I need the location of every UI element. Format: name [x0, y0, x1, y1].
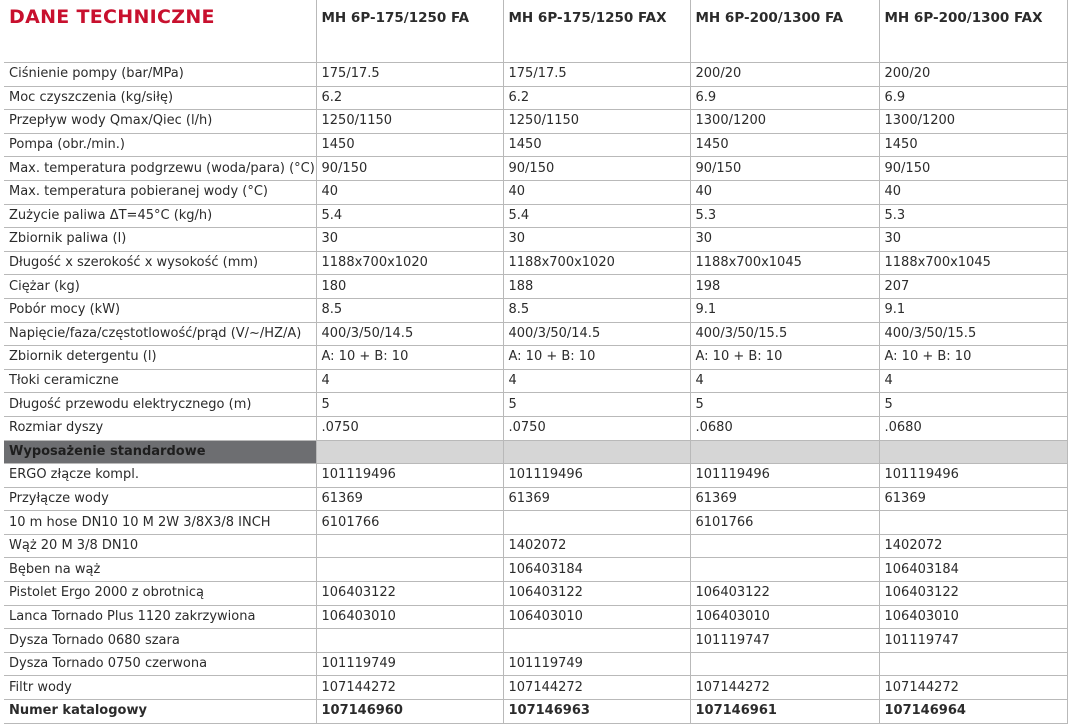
spec-row — [4, 393, 1067, 417]
row-value: 90/150 — [879, 157, 1067, 181]
row-value: 8.5 — [316, 298, 503, 322]
row-value: 5.4 — [316, 204, 503, 228]
equipment-row — [4, 629, 1067, 653]
spec-row — [4, 133, 1067, 157]
row-value: 1188x700x1020 — [503, 251, 690, 275]
section-row — [4, 440, 1067, 464]
row-label: Długość x szerokość x wysokość (mm) — [4, 251, 316, 275]
row-value: 1300/1200 — [690, 110, 879, 134]
row-value: 1250/1150 — [503, 110, 690, 134]
row-value: 101119496 — [316, 464, 503, 488]
catalog-row — [4, 700, 1067, 724]
row-label: Zużycie paliwa ΔT=45°C (kg/h) — [4, 204, 316, 228]
row-value — [316, 558, 503, 582]
row-value: 400/3/50/14.5 — [316, 322, 503, 346]
row-value: 101119496 — [690, 464, 879, 488]
row-value: 106403122 — [316, 582, 503, 606]
row-label: Numer katalogowy — [4, 700, 316, 724]
spec-row — [4, 86, 1067, 110]
row-value — [503, 629, 690, 653]
row-value: 30 — [503, 228, 690, 252]
row-value: 101119747 — [879, 629, 1067, 653]
row-value: 1188x700x1045 — [879, 251, 1067, 275]
row-value: 107144272 — [316, 676, 503, 700]
row-value: 6.9 — [690, 86, 879, 110]
equipment-row — [4, 676, 1067, 700]
row-value: 6101766 — [690, 511, 879, 535]
row-value: 106403122 — [503, 582, 690, 606]
row-value — [879, 652, 1067, 676]
equipment-row — [4, 511, 1067, 535]
row-value: 107144272 — [690, 676, 879, 700]
row-value: 175/17.5 — [316, 63, 503, 87]
header-row — [4, 0, 1067, 63]
spec-row — [4, 298, 1067, 322]
row-value: 9.1 — [690, 298, 879, 322]
row-value: 4 — [690, 369, 879, 393]
row-value: 30 — [879, 228, 1067, 252]
row-value: 4 — [316, 369, 503, 393]
equipment-row — [4, 652, 1067, 676]
row-value: 180 — [316, 275, 503, 299]
row-value: 6.9 — [879, 86, 1067, 110]
row-label: Lanca Tornado Plus 1120 zakrzywiona — [4, 605, 316, 629]
row-label: Ciśnienie pompy (bar/MPa) — [4, 63, 316, 87]
row-value: 198 — [690, 275, 879, 299]
model-header: MH 6P-200/1300 FA — [690, 0, 879, 63]
row-value: 106403010 — [316, 605, 503, 629]
row-value: 107146963 — [503, 700, 690, 724]
row-label: Pompa (obr./min.) — [4, 133, 316, 157]
row-value: 5 — [503, 393, 690, 417]
row-value: 5.3 — [879, 204, 1067, 228]
row-label: Bęben na wąż — [4, 558, 316, 582]
row-value: 107146964 — [879, 700, 1067, 724]
spec-row — [4, 110, 1067, 134]
row-label: Przyłącze wody — [4, 487, 316, 511]
row-value: 90/150 — [316, 157, 503, 181]
row-value: 8.5 — [503, 298, 690, 322]
row-label: Długość przewodu elektrycznego (m) — [4, 393, 316, 417]
row-value: 1402072 — [879, 534, 1067, 558]
row-value: 107146960 — [316, 700, 503, 724]
row-value: 5.3 — [690, 204, 879, 228]
spec-row — [4, 346, 1067, 370]
row-value: 6.2 — [503, 86, 690, 110]
row-label: Max. temperatura pobieranej wody (°C) — [4, 180, 316, 204]
row-value: 106403184 — [503, 558, 690, 582]
row-value: 5.4 — [503, 204, 690, 228]
tech-data-table — [4, 0, 1068, 724]
row-value: 4 — [503, 369, 690, 393]
row-label: Wąż 20 M 3/8 DN10 — [4, 534, 316, 558]
equipment-row — [4, 487, 1067, 511]
row-label: Zbiornik detergentu (l) — [4, 346, 316, 370]
row-value: 400/3/50/15.5 — [690, 322, 879, 346]
row-value: 101119496 — [503, 464, 690, 488]
row-value: 30 — [690, 228, 879, 252]
table-body — [4, 63, 1067, 724]
spec-row — [4, 369, 1067, 393]
row-value: 400/3/50/15.5 — [879, 322, 1067, 346]
row-value: A: 10 + B: 10 — [503, 346, 690, 370]
model-header: MH 6P-175/1250 FAX — [503, 0, 690, 63]
row-value: 175/17.5 — [503, 63, 690, 87]
row-value — [503, 511, 690, 535]
row-value: 107144272 — [879, 676, 1067, 700]
row-value: 106403122 — [879, 582, 1067, 606]
row-label: Zbiornik paliwa (l) — [4, 228, 316, 252]
row-value: 106403010 — [879, 605, 1067, 629]
equipment-row — [4, 558, 1067, 582]
row-label: 10 m hose DN10 10 M 2W 3/8X3/8 INCH — [4, 511, 316, 535]
row-value: A: 10 + B: 10 — [879, 346, 1067, 370]
row-value: 5 — [879, 393, 1067, 417]
row-value — [879, 511, 1067, 535]
row-value: .0680 — [879, 416, 1067, 440]
spec-row — [4, 322, 1067, 346]
section-heading: Wyposażenie standardowe — [4, 440, 316, 464]
row-value — [690, 558, 879, 582]
row-value: 400/3/50/14.5 — [503, 322, 690, 346]
row-value: 6.2 — [316, 86, 503, 110]
row-value: 188 — [503, 275, 690, 299]
spec-row — [4, 228, 1067, 252]
row-label: Rozmiar dyszy — [4, 416, 316, 440]
row-value: 90/150 — [690, 157, 879, 181]
row-value: 40 — [503, 180, 690, 204]
row-value: 5 — [690, 393, 879, 417]
page-title: DANE TECHNICZNE — [4, 0, 316, 63]
row-value: 90/150 — [503, 157, 690, 181]
row-value: 61369 — [690, 487, 879, 511]
row-value: .0680 — [690, 416, 879, 440]
section-cell — [503, 440, 690, 464]
row-label: Napięcie/faza/częstotlowość/prąd (V/~/HZ/A) — [4, 322, 316, 346]
row-value: 101119749 — [503, 652, 690, 676]
row-label: Tłoki ceramiczne — [4, 369, 316, 393]
row-value: 106403184 — [879, 558, 1067, 582]
row-label: Dysza Tornado 0680 szara — [4, 629, 316, 653]
spec-row — [4, 416, 1067, 440]
row-value: 101119747 — [690, 629, 879, 653]
equipment-row — [4, 605, 1067, 629]
row-value — [690, 652, 879, 676]
row-value: 1450 — [503, 133, 690, 157]
row-value: 1188x700x1045 — [690, 251, 879, 275]
section-cell — [690, 440, 879, 464]
row-value: 106403010 — [690, 605, 879, 629]
row-value: 4 — [879, 369, 1067, 393]
row-value: 1450 — [690, 133, 879, 157]
row-value: 207 — [879, 275, 1067, 299]
row-value: 107144272 — [503, 676, 690, 700]
equipment-row — [4, 464, 1067, 488]
row-value: 5 — [316, 393, 503, 417]
row-value: 101119496 — [879, 464, 1067, 488]
row-value: 1402072 — [503, 534, 690, 558]
row-value: 40 — [879, 180, 1067, 204]
row-value: 107146961 — [690, 700, 879, 724]
row-value: 101119749 — [316, 652, 503, 676]
spec-row — [4, 251, 1067, 275]
spec-row — [4, 275, 1067, 299]
row-value: 40 — [690, 180, 879, 204]
row-value: A: 10 + B: 10 — [690, 346, 879, 370]
spec-row — [4, 63, 1067, 87]
row-value: 61369 — [879, 487, 1067, 511]
row-label: Pobór mocy (kW) — [4, 298, 316, 322]
row-value: 6101766 — [316, 511, 503, 535]
row-value: 1450 — [316, 133, 503, 157]
spec-row — [4, 204, 1067, 228]
row-value: 61369 — [503, 487, 690, 511]
row-value: 9.1 — [879, 298, 1067, 322]
row-value: 30 — [316, 228, 503, 252]
row-value: 106403122 — [690, 582, 879, 606]
section-cell — [316, 440, 503, 464]
row-value: 61369 — [316, 487, 503, 511]
row-value — [316, 629, 503, 653]
row-value: A: 10 + B: 10 — [316, 346, 503, 370]
row-value: 1300/1200 — [879, 110, 1067, 134]
row-label: Dysza Tornado 0750 czerwona — [4, 652, 316, 676]
row-value: 200/20 — [690, 63, 879, 87]
row-value — [690, 534, 879, 558]
row-value: .0750 — [503, 416, 690, 440]
row-label: Ciężar (kg) — [4, 275, 316, 299]
model-header: MH 6P-200/1300 FAX — [879, 0, 1067, 63]
row-value: 40 — [316, 180, 503, 204]
spec-row — [4, 157, 1067, 181]
row-value: 200/20 — [879, 63, 1067, 87]
row-label: Moc czyszczenia (kg/siłę) — [4, 86, 316, 110]
row-value: 1450 — [879, 133, 1067, 157]
row-label: Filtr wody — [4, 676, 316, 700]
row-value — [316, 534, 503, 558]
row-label: ERGO złącze kompl. — [4, 464, 316, 488]
row-value: 106403010 — [503, 605, 690, 629]
row-label: Max. temperatura podgrzewu (woda/para) (°C) — [4, 157, 316, 181]
equipment-row — [4, 534, 1067, 558]
model-header: MH 6P-175/1250 FA — [316, 0, 503, 63]
spec-row — [4, 180, 1067, 204]
equipment-row — [4, 582, 1067, 606]
section-cell — [879, 440, 1067, 464]
row-label: Przepływ wody Qmax/Qiec (l/h) — [4, 110, 316, 134]
row-value: .0750 — [316, 416, 503, 440]
row-value: 1250/1150 — [316, 110, 503, 134]
row-value: 1188x700x1020 — [316, 251, 503, 275]
row-label: Pistolet Ergo 2000 z obrotnicą — [4, 582, 316, 606]
